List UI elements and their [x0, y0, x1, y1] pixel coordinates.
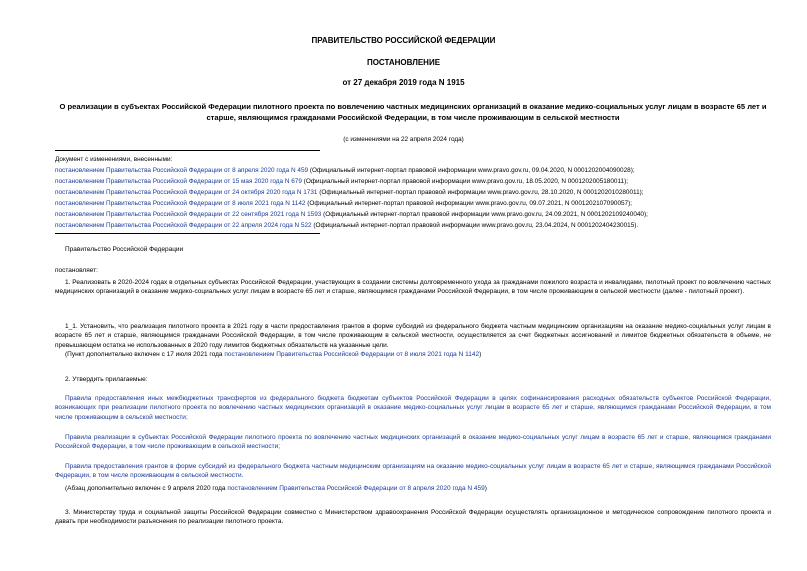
amended-date: (с изменениями на 22 апреля 2024 года)	[343, 136, 464, 143]
paragraph-3-text: 3. Министерству труда и социальной защиты Российской Федерации совместно с Министерством здравоохранения Российской Федерации осуществлять организационное и методическое сопровождение пилотного проекта и давать при необходимости разъяснения по реализации пилотного проекта.	[55, 509, 771, 526]
amendment-link[interactable]: постановлением Правительства Российской Федерации от 8 апреля 2020 года N 459	[55, 167, 309, 175]
paragraph-1-1-text: 1_1. Установить, что реализация пилотного проекта в 2021 году в части предоставления грантов в форме субсидий из федерального бюджета частным медицинским организациям на оказание медико-социальных услуг лицам в возрасте 65 лет и старше, являющимся гражданами Российской Федерации, в том числе проживающим в сельской местности, осуществляется за счет бюджетных ассигнований и лимитов бюджетных обязательств в объеме, не превышающем остатка не использованных в 2020 году лимитов бюджетных обязательств на указанные цели.	[55, 323, 771, 349]
list-item	[55, 220, 771, 231]
paragraph-1-1-note	[55, 350, 771, 359]
header-date-number: от 27 декабря 2019 года N 1915	[342, 78, 465, 87]
issuer-paragraph	[55, 245, 771, 254]
list-item	[55, 165, 771, 176]
rules-1-link[interactable]: Правила предоставления иных межбюджетных трансфертов из федерального бюджета бюджетам субъектов Российской Федерации в целях софинансирования расходных обязательств субъектов Российской Федерации, возникающих при реализации пилотного проекта по вовлечению частных медицинских организаций в оказание медико-социальных услуг лицам в возрасте 65 лет и старше, являющимся гражданами Российской Федерации, в том числе проживающим в сельской местности;	[55, 395, 771, 421]
list-item	[55, 176, 771, 187]
resolves-paragraph	[55, 266, 771, 275]
amendment-source: (Официальный интернет-портал правовой информации www.pravo.gov.ru, 09.04.2020, N 0001202004090028);	[308, 167, 635, 175]
changes-list	[55, 154, 771, 232]
paragraph-2-text: 2. Утвердить прилагаемые:	[65, 376, 148, 383]
issuer-text: Правительство Российской Федерации	[65, 246, 184, 253]
divider-bottom	[55, 233, 320, 234]
paragraph-1	[55, 278, 771, 297]
rules-1	[55, 394, 771, 422]
header-government: ПРАВИТЕЛЬСТВО РОССИЙСКОЙ ФЕДЕРАЦИИ	[311, 36, 496, 45]
note-link[interactable]: постановлением Правительства Российской Федерации от 8 июля 2021 года N 1142	[224, 351, 480, 358]
list-item	[55, 198, 771, 209]
amendment-link[interactable]: постановлением Правительства Российской Федерации от 22 сентября 2021 года N 1593	[55, 211, 322, 219]
amendment-source: (Официальный интернет-портал правовой информации www.pravo.gov.ru, 18.05.2020, N 0001202005180011);	[301, 178, 629, 186]
paragraph-1-1	[55, 322, 771, 350]
resolves-text: постановляет:	[55, 267, 98, 274]
paragraph-2	[55, 375, 771, 384]
rules-2-link[interactable]: Правила реализации в субъектах Российской Федерации пилотного проекта по вовлечению частных медицинских организаций в оказание медико-социальных услуг лицам в возрасте 65 лет и старше, являющимся гражданами Российской Федерации, в том числе проживающим в сельской местности;	[55, 434, 771, 451]
amendment-source: (Официальный интернет-портал правовой информации www.pravo.gov.ru, 23.04.2024, N 0001202404230015).	[311, 222, 639, 230]
rules-2	[55, 433, 771, 452]
rules-3-link[interactable]: Правила предоставления грантов в форме субсидий из федерального бюджета частным медицинским организациям на оказание медико-социальных услуг лицам в возрасте 65 лет и старше, являющимся гражданами Российской Федерации, в том числе проживающим в сельской местности.	[55, 463, 771, 480]
document-title: О реализации в субъектах Российской Федерации пилотного проекта по вовлечению частных медицинских организаций в оказание медико-социальных услуг лицам в возрасте 65 лет и старше, являющимся гражданами Российской Федерации, в том числе проживающим в сельской местности	[59, 102, 767, 122]
list-item	[55, 209, 771, 220]
note-suffix: )	[484, 485, 487, 492]
amendment-link[interactable]: постановлением Правительства Российской Федерации от 24 октября 2020 года N 1731	[55, 189, 318, 197]
amendment-source: (Официальный интернет-портал правовой информации www.pravo.gov.ru, 09.07.2021, N 0001202107090057);	[305, 200, 633, 208]
changes-label: Документ с изменениями, внесенными:	[55, 156, 173, 163]
amendment-link[interactable]: постановлением Правительства Российской Федерации от 8 июля 2021 года N 1142	[55, 200, 306, 208]
paragraph-1-text: 1. Реализовать в 2020-2024 годах в отдельных субъектах Российской Федерации, участвующих в создании системы долговременного ухода за гражданами пожилого возраста и инвалидами, пилотный проект по вовлечению частных медицинских организаций в оказание медико-социальных услуг лицам в возрасте 65 лет и старше, являющимся гражданами Российской Федерации, в том числе проживающим в сельской местности (далее - пилотный проект).	[55, 279, 771, 296]
rules-3-note	[55, 484, 771, 493]
rules-3	[55, 462, 771, 481]
paragraph-3	[55, 508, 771, 527]
header-doc-type: ПОСТАНОВЛЕНИЕ	[366, 58, 441, 67]
amendment-link[interactable]: постановлением Правительства Российской Федерации от 15 мая 2020 года N 679	[55, 178, 302, 186]
note-prefix: (Абзац дополнительно включен с 9 апреля 2020 года	[65, 485, 228, 492]
note-prefix: (Пункт дополнительно включен с 17 июля 2021 года	[65, 351, 225, 358]
divider-top	[55, 150, 320, 151]
note-suffix: )	[479, 351, 482, 358]
amendment-source: (Официальный интернет-портал правовой информации www.pravo.gov.ru, 28.10.2020, N 0001202010280011);	[317, 189, 644, 197]
amendment-source: (Официальный интернет-портал правовой информации www.pravo.gov.ru, 24.09.2021, N 0001202109240040);	[321, 211, 648, 219]
note-link[interactable]: постановлением Правительства Российской Федерации от 8 апреля 2020 года N 459	[227, 485, 485, 492]
list-item	[55, 187, 771, 198]
amendment-link[interactable]: постановлением Правительства Российской Федерации от 22 апреля 2024 года N 522	[55, 222, 312, 230]
